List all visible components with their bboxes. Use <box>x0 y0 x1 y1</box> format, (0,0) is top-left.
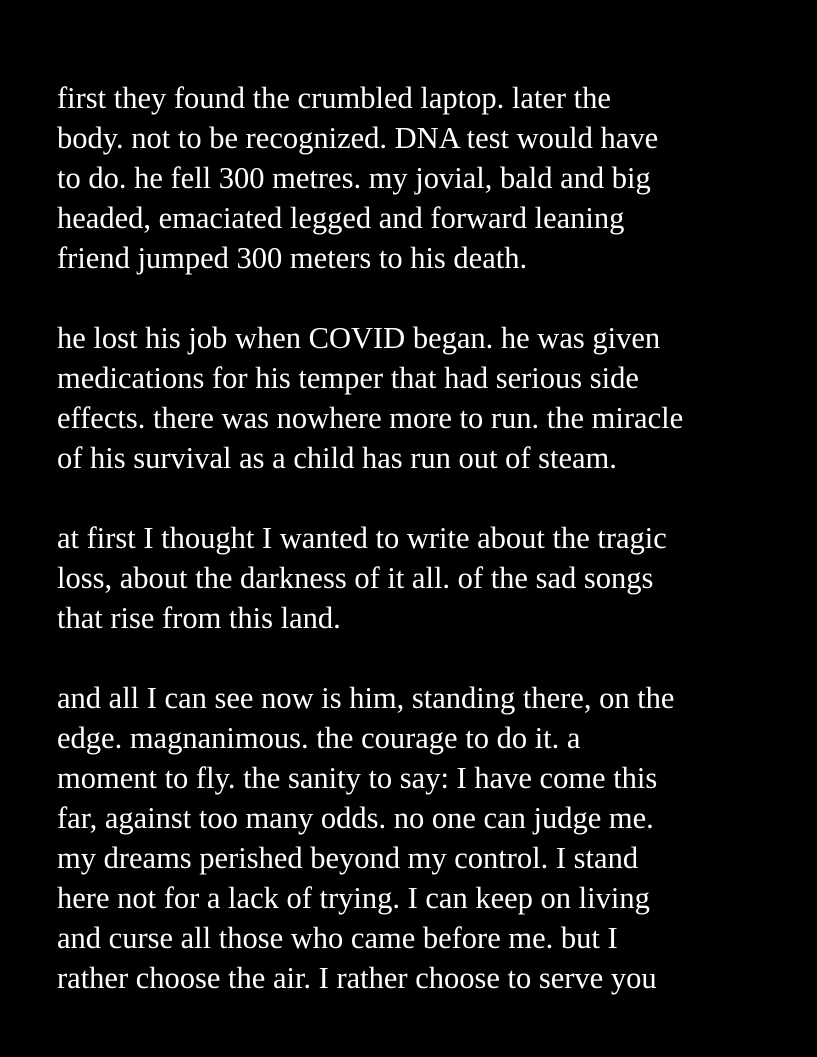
text-line: that rise from this land. <box>57 601 341 635</box>
text-line: rather choose the air. I rather choose to serve you <box>57 961 657 995</box>
text-line: friend jumped 300 meters to his death. <box>57 241 528 275</box>
text-line: and curse all those who came before me. but I <box>57 921 618 955</box>
text-line: effects. there was nowhere more to run. the miracle <box>57 401 684 435</box>
poem-text <box>57 78 807 1038</box>
paragraph-2 <box>57 318 807 478</box>
paragraph-4 <box>57 678 807 998</box>
text-line: of his survival as a child has run out of steam. <box>57 441 617 475</box>
text-line: here not for a lack of trying. I can keep on living <box>57 881 650 915</box>
text-line: at first I thought I wanted to write about the tragic <box>57 521 667 555</box>
text-line: far, against too many odds. no one can judge me. <box>57 801 654 835</box>
text-line: my dreams perished beyond my control. I stand <box>57 841 639 875</box>
paragraph-1 <box>57 78 807 278</box>
text-line: edge. magnanimous. the courage to do it. a <box>57 721 581 755</box>
text-line: loss, about the darkness of it all. of the sad songs <box>57 561 654 595</box>
text-line: body. not to be recognized. DNA test would have <box>57 121 659 155</box>
paragraph-3 <box>57 518 807 638</box>
text-line: headed, emaciated legged and forward leaning <box>57 201 625 235</box>
text-line: and all I can see now is him, standing there, on the <box>57 681 675 715</box>
text-line: to do. he fell 300 metres. my jovial, bald and big <box>57 161 651 195</box>
text-line: first they found the crumbled laptop. later the <box>57 81 611 115</box>
text-line: he lost his job when COVID began. he was given <box>57 321 661 355</box>
text-line: moment to fly. the sanity to say: I have come this <box>57 761 658 795</box>
text-line: medications for his temper that had serious side <box>57 361 639 395</box>
